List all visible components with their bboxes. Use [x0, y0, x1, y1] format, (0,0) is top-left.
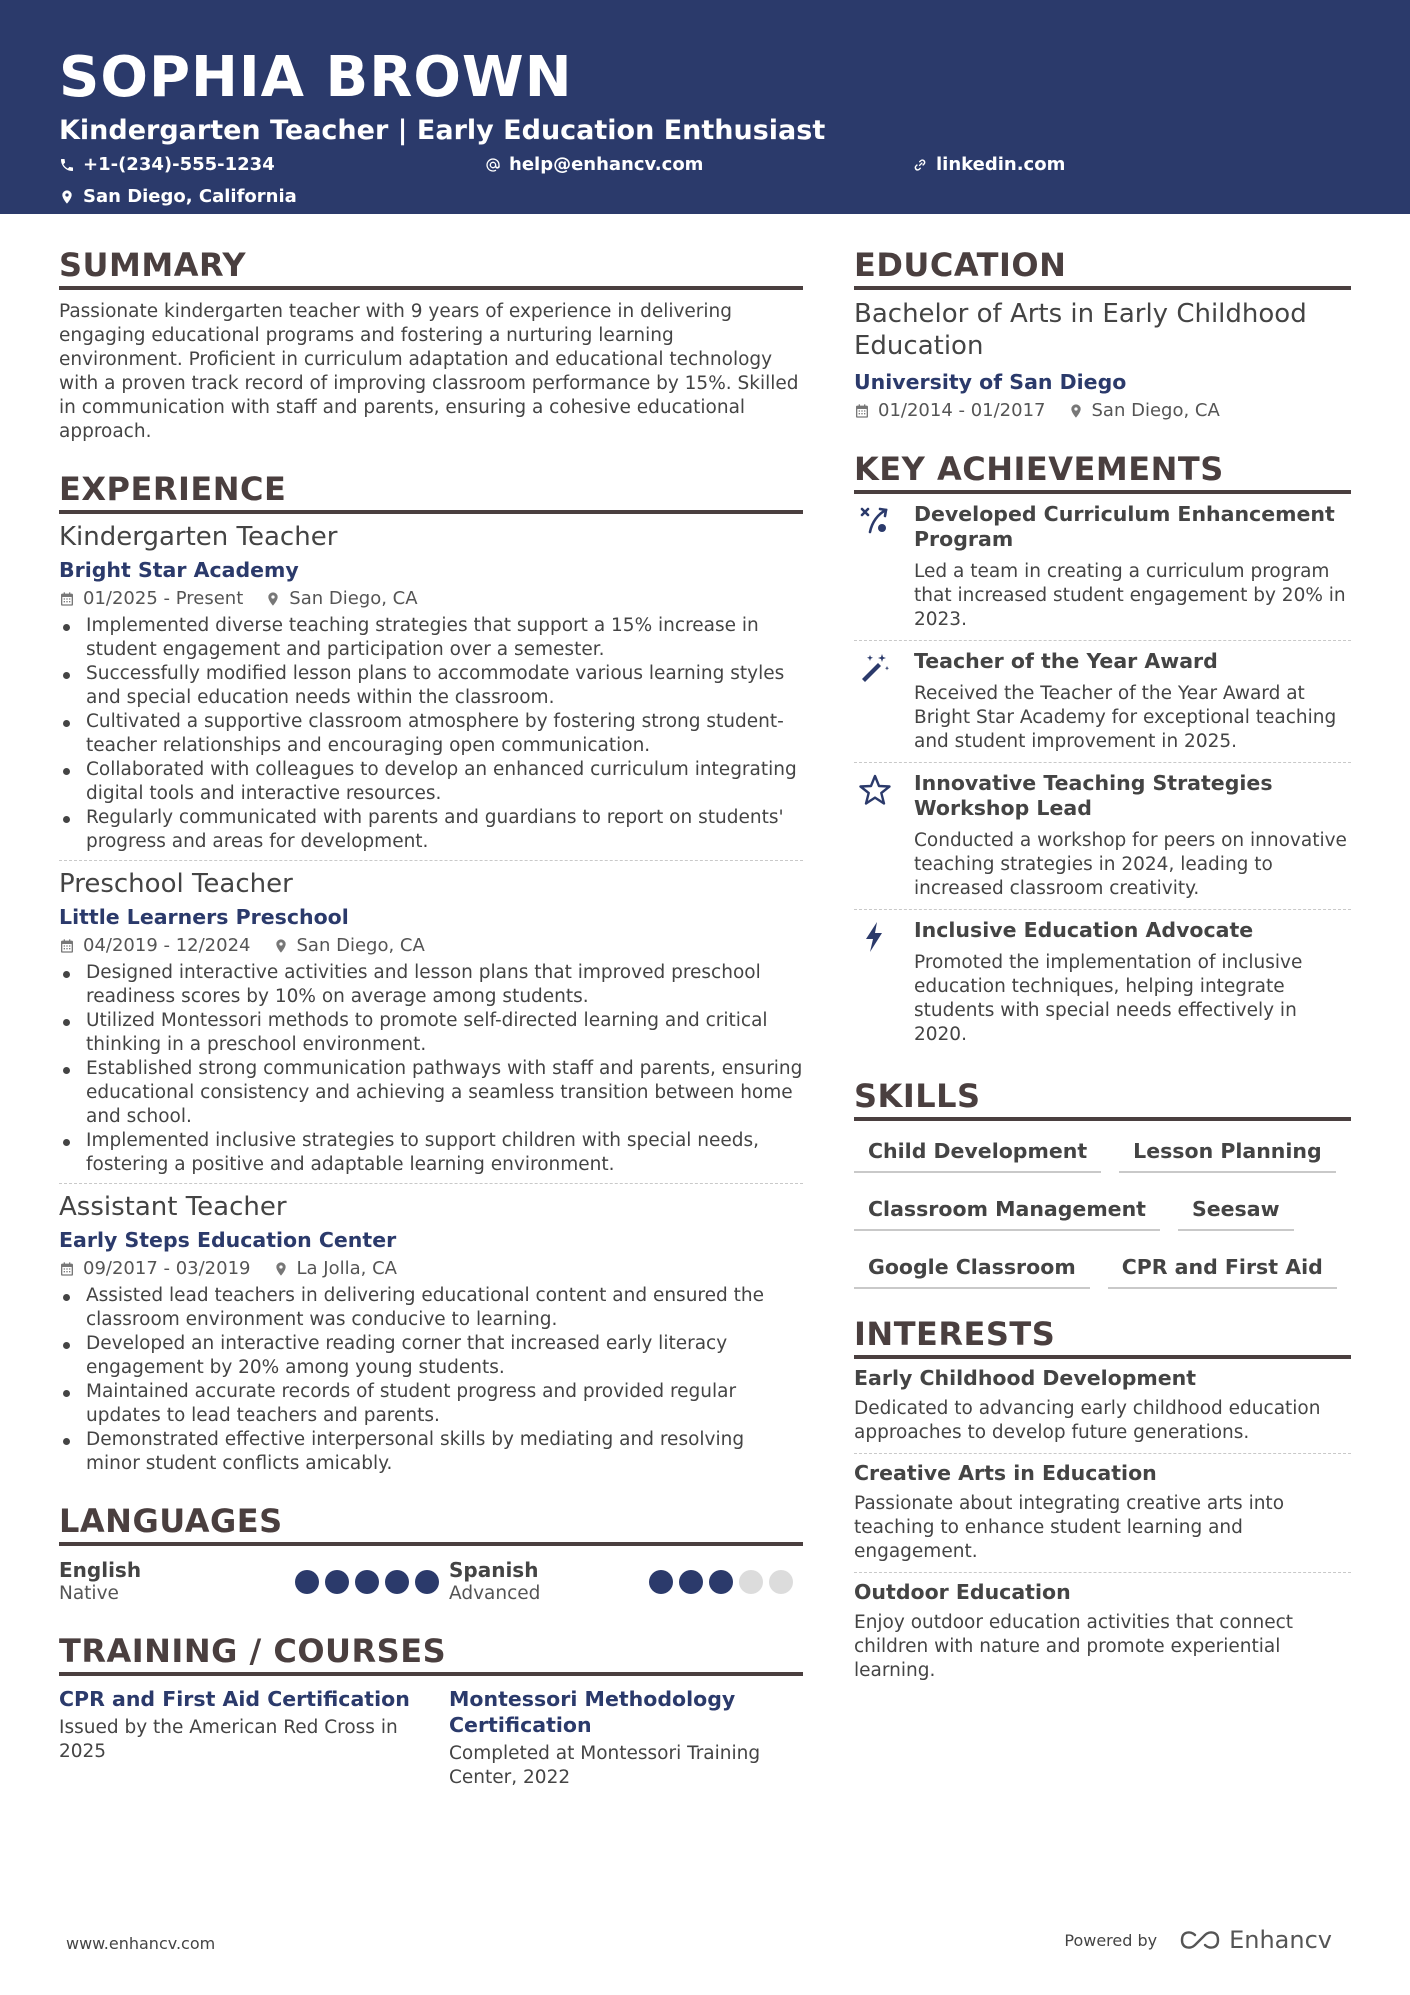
- education-degree: Bachelor of Arts in Early Childhood Education: [854, 299, 1307, 361]
- achievement-item: [854, 909, 1351, 1055]
- course-item: [59, 1686, 449, 1790]
- languages-list: [59, 1558, 803, 1606]
- achievement-item: [854, 494, 1351, 640]
- job-meta: [59, 1256, 803, 1282]
- achievement-icon-wrap: [854, 649, 914, 754]
- brand-name: Enhancv: [1229, 1926, 1332, 1954]
- interest-item: [854, 1359, 1351, 1453]
- language-name: English: [59, 1558, 142, 1582]
- interest-title: Early Childhood Development: [854, 1366, 1197, 1390]
- interest-desc: Dedicated to advancing early childhood education approaches to develop future generations.: [854, 1398, 1321, 1443]
- location-pin-icon: [59, 189, 75, 205]
- achievement-desc: Conducted a workshop for peers on innovative teaching strategies in 2024, leading to increased classroom creativity.: [914, 830, 1347, 899]
- lightning-icon: [858, 920, 892, 954]
- achievement-title: Developed Curriculum Enhancement Program: [914, 502, 1335, 551]
- job-bullet: Designed interactive activities and lesson plans that improved preschool readiness scores by 10% on average among students.: [59, 961, 803, 1009]
- skills-list: [854, 1129, 1351, 1289]
- language-rating: [295, 1570, 439, 1606]
- summary-section: [59, 246, 803, 444]
- languages-heading: LANGUAGES: [59, 1502, 803, 1546]
- experience-heading: EXPERIENCE: [59, 470, 803, 514]
- skill-tag: Google Classroom: [854, 1245, 1090, 1289]
- job-bullet: Regularly communicated with parents and guardians to report on students' progress and areas for development.: [59, 806, 803, 854]
- left-column: [59, 246, 803, 1790]
- phone-contact: [59, 154, 275, 175]
- resume-header: [0, 0, 1410, 214]
- skills-section: [854, 1077, 1351, 1289]
- calendar-icon: [59, 1261, 75, 1277]
- course-desc: Issued by the American Red Cross in 2025: [59, 1717, 398, 1762]
- languages-section: [59, 1502, 803, 1606]
- job-location: [265, 586, 417, 612]
- language-level: Native: [59, 1583, 119, 1604]
- phone-icon: [59, 157, 75, 173]
- interests-section: [854, 1315, 1351, 1691]
- job-bullet: Established strong communication pathways with staff and parents, ensuring educational consistency and achieving a seamless transition between home and school.: [59, 1057, 803, 1129]
- linkedin-contact[interactable]: [912, 154, 1065, 175]
- job-role: Preschool Teacher: [59, 869, 293, 899]
- candidate-name: SOPHIA BROWN: [59, 45, 573, 110]
- rating-dot-filled: [709, 1570, 733, 1594]
- courses-list: [59, 1686, 803, 1790]
- achievements-heading: KEY ACHIEVEMENTS: [854, 450, 1351, 494]
- training-section: [59, 1632, 803, 1790]
- job-role: Assistant Teacher: [59, 1192, 287, 1222]
- job-bullets: [59, 961, 803, 1177]
- interest-item: [854, 1453, 1351, 1572]
- job-bullets: [59, 614, 803, 854]
- location-pin-icon: [273, 938, 289, 954]
- education-dates: [854, 398, 1046, 424]
- job-role: Kindergarten Teacher: [59, 522, 338, 552]
- job-meta: [59, 933, 803, 959]
- job-company: Early Steps Education Center: [59, 1228, 397, 1252]
- job-bullet: Demonstrated effective interpersonal skills by mediating and resolving minor student conflicts amicably.: [59, 1428, 803, 1476]
- language-rating: [649, 1570, 793, 1606]
- job-location-text: La Jolla, CA: [296, 1258, 397, 1279]
- interest-item: [854, 1572, 1351, 1691]
- job-bullet: Maintained accurate records of student progress and provided regular updates to lead teachers and parents.: [59, 1380, 803, 1428]
- skill-tag: Classroom Management: [854, 1187, 1160, 1231]
- interest-desc: Enjoy outdoor education activities that connect children with nature and promote experiential learning.: [854, 1612, 1294, 1681]
- rating-dot-filled: [325, 1570, 349, 1594]
- achievement-item: [854, 762, 1351, 909]
- achievement-desc: Led a team in creating a curriculum program that increased student engagement by 20% in 2023.: [914, 561, 1346, 630]
- phone-text: +1-(234)-555-1234: [83, 154, 275, 175]
- course-item: [449, 1686, 803, 1790]
- course-title: Montessori Methodology Certification: [449, 1687, 736, 1737]
- job-dates-text: 09/2017 - 03/2019: [83, 1258, 251, 1279]
- location-contact: [59, 186, 297, 207]
- job-location: [273, 1256, 397, 1282]
- job-bullet: Assisted lead teachers in delivering educational content and ensured the classroom environment was conducive to learning.: [59, 1284, 803, 1332]
- course-desc: Completed at Montessori Training Center, 2022: [449, 1743, 761, 1788]
- footer-website[interactable]: www.enhancv.com: [66, 1934, 216, 1953]
- job-company: Little Learners Preschool: [59, 905, 349, 929]
- language-item: [449, 1558, 803, 1606]
- job-bullet: Implemented inclusive strategies to support children with special needs, fostering a positive and adaptable learning environment.: [59, 1129, 803, 1177]
- location-pin-icon: [265, 591, 281, 607]
- rating-dot-filled: [295, 1570, 319, 1594]
- skill-tag: Seesaw: [1178, 1187, 1294, 1231]
- skills-heading: SKILLS: [854, 1077, 1351, 1121]
- interest-title: Creative Arts in Education: [854, 1461, 1157, 1485]
- job-location-text: San Diego, CA: [296, 935, 425, 956]
- magic-wand-icon: [858, 651, 892, 685]
- candidate-title: Kindergarten Teacher | Early Education Enthusiast: [59, 115, 826, 146]
- achievements-section: [854, 450, 1351, 1055]
- interest-desc: Passionate about integrating creative arts into teaching to enhance student learning and engagement.: [854, 1493, 1285, 1562]
- job-dates: [59, 1256, 251, 1282]
- job-bullet: Developed an interactive reading corner that increased early literacy engagement by 20% among young students.: [59, 1332, 803, 1380]
- right-column: [854, 246, 1351, 1691]
- job-dates: [59, 933, 251, 959]
- course-title: CPR and First Aid Certification: [59, 1687, 410, 1711]
- education-dates-text: 01/2014 - 01/2017: [878, 400, 1046, 421]
- calendar-icon: [854, 403, 870, 419]
- job-bullet: Collaborated with colleagues to develop an enhanced curriculum integrating digital tools and interactive resources.: [59, 758, 803, 806]
- strategy-icon: [858, 504, 892, 538]
- calendar-icon: [59, 591, 75, 607]
- language-item: [59, 1558, 449, 1606]
- interests-heading: INTERESTS: [854, 1315, 1351, 1359]
- achievement-icon-wrap: [854, 502, 914, 632]
- job-bullet: Cultivated a supportive classroom atmosphere by fostering strong student-teacher relationships and encouraging open communication.: [59, 710, 803, 758]
- achievement-title: Teacher of the Year Award: [914, 649, 1218, 673]
- rating-dot-filled: [679, 1570, 703, 1594]
- email-contact[interactable]: [485, 154, 703, 175]
- job-entry: [59, 514, 803, 860]
- skill-tag: CPR and First Aid: [1108, 1245, 1337, 1289]
- language-name: Spanish: [449, 1558, 539, 1582]
- job-bullet: Utilized Montessori methods to promote self-directed learning and critical thinking in a preschool environment.: [59, 1009, 803, 1057]
- location-pin-icon: [273, 1261, 289, 1277]
- achievement-item: [854, 640, 1351, 762]
- job-dates: [59, 586, 243, 612]
- achievement-icon-wrap: [854, 918, 914, 1047]
- rating-dot-filled: [385, 1570, 409, 1594]
- job-bullets: [59, 1284, 803, 1476]
- education-location-text: San Diego, CA: [1091, 400, 1220, 421]
- achievement-desc: Promoted the implementation of inclusive education techniques, helping integrate students with special needs effectively in 2020.: [914, 952, 1303, 1045]
- education-heading: EDUCATION: [854, 246, 1351, 290]
- email-text: help@enhancv.com: [509, 154, 704, 175]
- achievement-icon-wrap: [854, 771, 914, 901]
- achievement-title: Inclusive Education Advocate: [914, 918, 1254, 942]
- enhancv-logo-icon: [1179, 1929, 1221, 1951]
- job-meta: [59, 586, 803, 612]
- calendar-icon: [59, 938, 75, 954]
- linkedin-text: linkedin.com: [936, 154, 1066, 175]
- summary-heading: SUMMARY: [59, 246, 803, 290]
- footer-branding: [1064, 1926, 1332, 1954]
- location-pin-icon: [1068, 403, 1084, 419]
- contact-row-2: [59, 186, 1351, 212]
- star-icon: [858, 773, 892, 807]
- job-company: Bright Star Academy: [59, 558, 299, 582]
- job-dates-text: 04/2019 - 12/2024: [83, 935, 251, 956]
- job-location: [273, 933, 425, 959]
- job-bullet: Implemented diverse teaching strategies that support a 15% increase in student engagement and participation over a semester.: [59, 614, 803, 662]
- job-dates-text: 01/2025 - Present: [83, 588, 244, 609]
- skill-tag: Child Development: [854, 1129, 1101, 1173]
- education-meta: [854, 398, 1351, 424]
- rating-dot-empty: [769, 1570, 793, 1594]
- at-icon: [485, 157, 501, 173]
- summary-text: Passionate kindergarten teacher with 9 years of experience in delivering engaging educational programs and fostering a nurturing learning environment. Proficient in curriculum adaptation and educational technology with a proven track record of improving classroom performance by 15%. Skilled in communication with staff and parents, ensuring a cohesive educational approach.: [59, 301, 799, 442]
- job-bullet: Successfully modified lesson plans to accommodate various learning styles and special education needs within the classroom.: [59, 662, 803, 710]
- job-entry: [59, 1183, 803, 1482]
- rating-dot-filled: [355, 1570, 379, 1594]
- training-heading: TRAINING / COURSES: [59, 1632, 803, 1676]
- location-text: San Diego, California: [83, 186, 297, 207]
- rating-dot-filled: [415, 1570, 439, 1594]
- education-school: University of San Diego: [854, 370, 1127, 394]
- enhancv-brand[interactable]: [1179, 1926, 1332, 1954]
- contact-row-1: [59, 154, 1351, 180]
- education-location: [1068, 398, 1220, 424]
- education-section: [854, 246, 1351, 424]
- powered-by-label: Powered by: [1064, 1930, 1158, 1950]
- link-icon: [912, 157, 928, 173]
- language-level: Advanced: [449, 1583, 541, 1604]
- skill-tag: Lesson Planning: [1119, 1129, 1336, 1173]
- job-entry: [59, 860, 803, 1183]
- rating-dot-filled: [649, 1570, 673, 1594]
- experience-section: [59, 470, 803, 1482]
- rating-dot-empty: [739, 1570, 763, 1594]
- interest-title: Outdoor Education: [854, 1580, 1071, 1604]
- achievement-title: Innovative Teaching Strategies Workshop Lead: [914, 771, 1273, 820]
- achievement-desc: Received the Teacher of the Year Award at Bright Star Academy for exceptional teaching and student improvement in 2025.: [914, 683, 1337, 752]
- job-location-text: San Diego, CA: [289, 588, 418, 609]
